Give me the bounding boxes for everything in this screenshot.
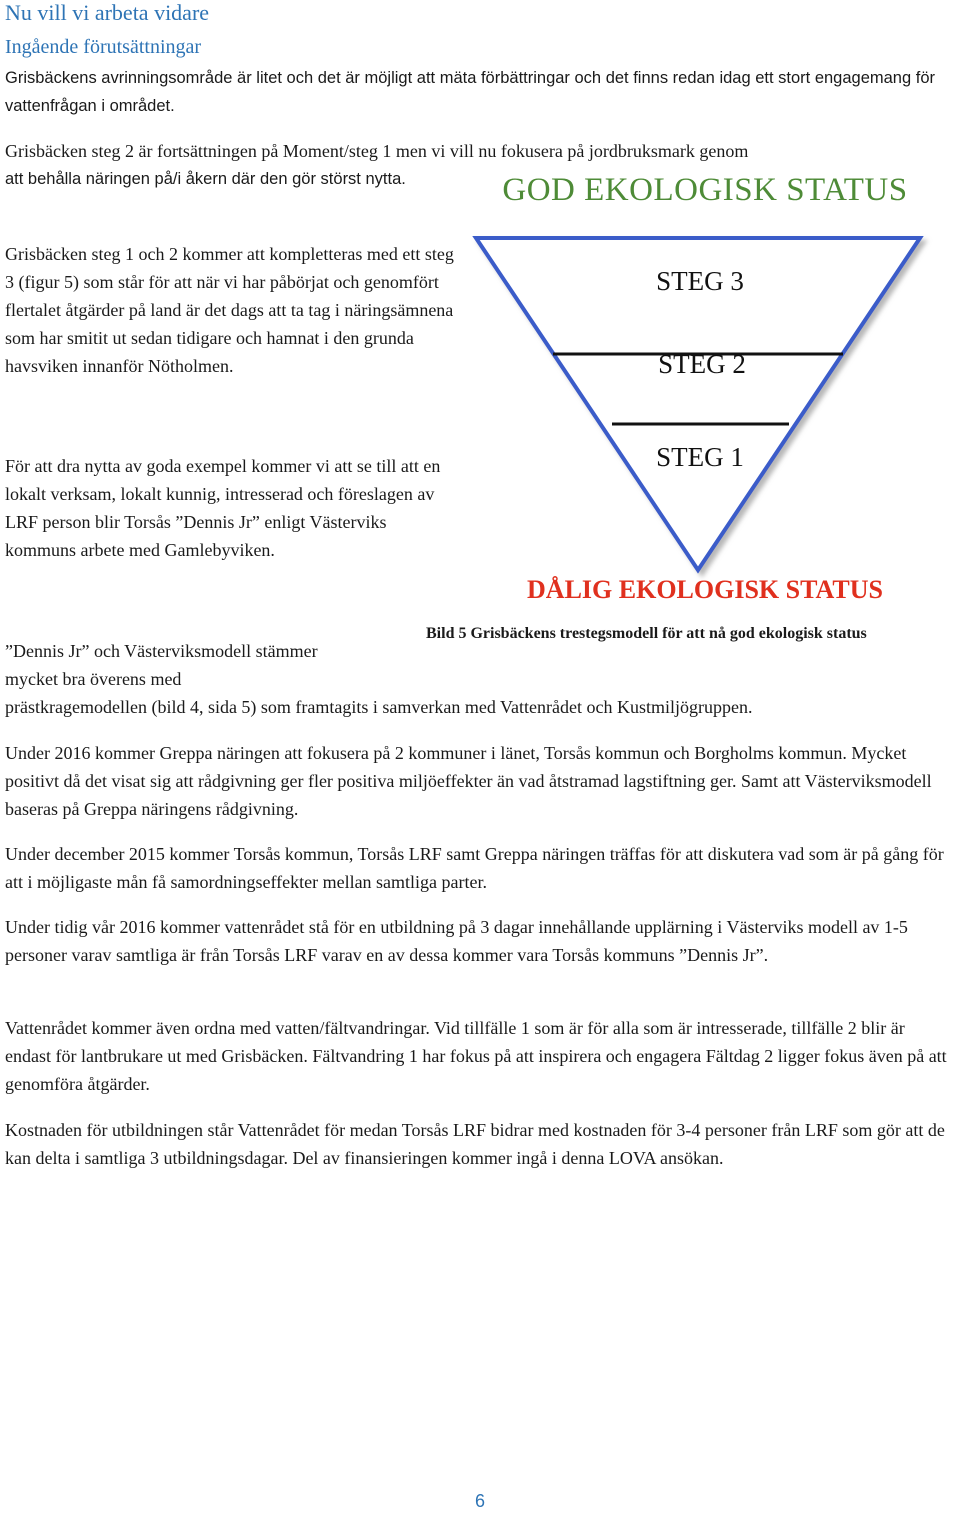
subsection-heading: Ingående förutsättningar [5, 36, 202, 58]
steg2-paragraph-line1: Grisbäcken steg 2 är fortsättningen på Moment/steg 1 men vi vill nu fokusera på jordbruksmark genom [5, 141, 749, 161]
step-1-label: STEG 1 [656, 442, 744, 472]
spring-2016-paragraph: Under tidig vår 2016 kommer vattenrådet stå för en utbildning på 3 dagar innehållande upplärning i Västerviks modell av 1-5 personer varav samtliga är från Torsås LRF varav en av dessa kommer vara Torsås kommuns ”Dennis Jr”. [5, 917, 908, 965]
step-3-label: STEG 3 [656, 266, 744, 296]
section-heading: Nu vill vi arbeta vidare [5, 0, 210, 25]
december-paragraph: Under december 2015 kommer Torsås kommun, Torsås LRF samt Greppa näringen träffas för att diskutera vad som är på gång för att i möjligaste mån få samordningseffekter mellan samtliga parter. [5, 844, 944, 892]
vattenradet-paragraph: Vattenrådet kommer även ordna med vatten/fältvandringar. Vid tillfälle 1 som är för alla som är intresserade, tillfälle 2 blir är endast för lantbrukare ut med Grisbäcken. Fältvandring 1 har fokus på att inspirera och engagera Fältdag 2 ligger fokus även på att genomföra åtgärder. [5, 1018, 947, 1094]
figure-caption: Bild 5 Grisbäckens trestegsmodell för att nå god ekologisk status [426, 625, 867, 642]
example-paragraph: För att dra nytta av goda exempel kommer vi att se till att en lokalt verksam, lokalt kunnig, intresserad och föreslagen av LRF person blir Torsås ”Dennis Jr” enligt Västerviks kommuns arbete med Gamlebyviken. [5, 456, 441, 560]
steg2-paragraph-rest: att behålla näringen på/i åkern där den gör störst nytta. [5, 170, 406, 188]
dennis-paragraph-line1: ”Dennis Jr” och Västerviksmodell stämmer [5, 641, 318, 661]
poor-status-label: DÅLIG EKOLOGISK STATUS [527, 575, 883, 604]
greppa-paragraph: Under 2016 kommer Greppa näringen att fokusera på 2 kommuner i länet, Torsås kommun och Borgholms kommun. Mycket positivt då det visat sig att rådgivning ger fler positiva miljöeffekter än vad åtstramad lagstiftning ger. Samt att Västerviksmodell baseras på Greppa näringens rådgivning. [5, 743, 932, 819]
dennis-paragraph-line3: prästkragemodellen (bild 4, sida 5) som framtagits i samverkan med Vattenrådet och Kustmiljögruppen. [5, 697, 753, 717]
good-status-label: GOD EKOLOGISK STATUS [502, 172, 908, 208]
step-2-label: STEG 2 [658, 349, 746, 379]
cost-paragraph: Kostnaden för utbildningen står Vattenrådet för medan Torsås LRF bidrar med kostnaden för 3-4 personer från LRF som gör att de kan delta i samtliga 3 utbildningsdagar. Del av finansieringen kommer ingå i denna LOVA ansökan. [5, 1120, 945, 1168]
steg3-paragraph: Grisbäcken steg 1 och 2 kommer att kompletteras med ett steg 3 (figur 5) som står för att när vi har påbörjat och genomfört flertalet åtgärder på land är det dags att ta tag i näringsämnena som har smitit ut sedan tidigare och hamnat i den grunda havsviken innanför Nötholmen. [5, 244, 454, 376]
three-step-model-figure [426, 170, 940, 670]
page-number: 6 [474, 1491, 485, 1511]
intro-paragraph: Grisbäckens avrinningsområde är litet och det är möjligt att mäta förbättringar och det finns redan idag ett stort engagemang för vattenfrågan i området. [5, 69, 935, 115]
dennis-paragraph-line2: mycket bra överens med [5, 669, 182, 689]
